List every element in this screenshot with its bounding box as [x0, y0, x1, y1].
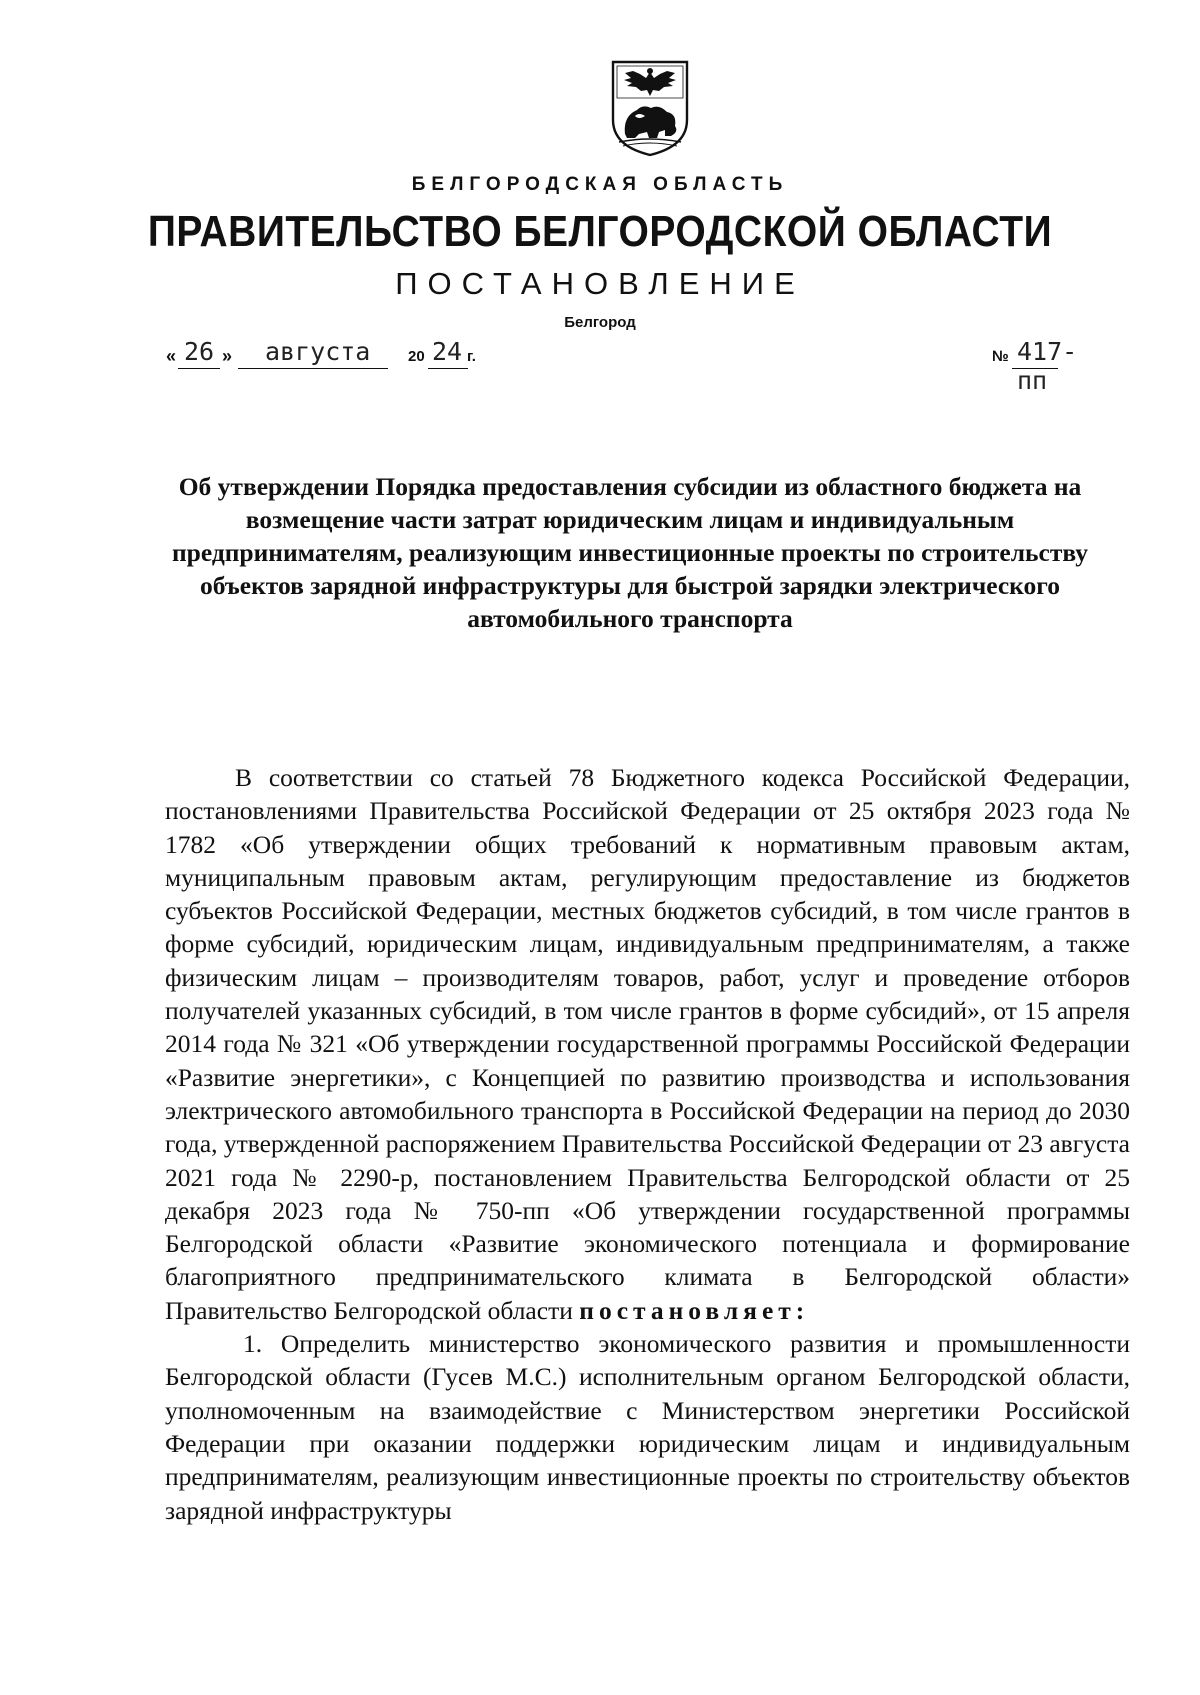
- year-underline: [428, 368, 468, 369]
- day-underline: [178, 368, 220, 369]
- preamble-text: В соответствии со статьей 78 Бюджетного кодекса Российской Федерации, постановлениями Правительства Российской Федерации от 25 октября 2023 года № 1782 «Об утверждении общих требований к нормативным правовым актам, муниципальным правовым актам, регулирующим предоставление из бюджетов субъектов Российской Федерации, местных бюджетов субсидий, в том числе грантов в форме субсидий, юридическим лицам, индивидуальным предпринимателям, а также физическим лицам – производителям товаров, работ, услуг и проведение отборов получателей указанных субсидий, в том числе грантов в форме субсидий», от 15 апреля 2014 года № 321 «Об утверждении государственной программы Российской Федерации «Развитие энергетики», с Концепцией по развитию производства и использования электрического автомобильного транспорта в Российской Федерации на период до 2030 года, утвержденной распоряжением Правительства Российской Федерации от 23 августа 2021 года № 2290-р, постановлением Правительства Белгородской области от 25 декабря 2023 года № 750-пп «Об утверждении государственной программы Белгородской области «Развитие экономического потенциала и формирование благоприятного предпринимательского климата в Белгородской области» Правительство Белгородской области: [165, 763, 1130, 1325]
- document-title: Об утверждении Порядка предоставления субсидии из областного бюджета на возмещение части затрат юридическим лицам и индивидуальным предпринимателям, реализующим инвестиционные проекты по строительству объектов зарядной инфраструктуры для быстрой зарядки электрического автомобильного транспорта: [171, 472, 1089, 633]
- coat-of-arms-emblem: [609, 58, 691, 158]
- document-number: 417-пп: [1017, 337, 1078, 395]
- date-year-label: г.: [467, 348, 476, 365]
- city-name: Белгород: [564, 314, 636, 331]
- date-open-quote: «: [166, 346, 177, 366]
- document-body: [165, 761, 1130, 1527]
- government-name: ПРАВИТЕЛЬСТВО БЕЛГОРОДСКОЙ ОБЛАСТИ: [147, 208, 1053, 257]
- date-year-prefix: 20: [408, 348, 425, 365]
- number-label: №: [992, 348, 1009, 365]
- resolves-word: постановляет:: [579, 1295, 810, 1325]
- document-type: ПОСТАНОВЛЕНИЕ: [395, 266, 805, 301]
- preamble-paragraph: [165, 761, 1130, 1327]
- date-year-suffix: 24: [432, 337, 463, 366]
- region-name: БЕЛГОРОДСКАЯ ОБЛАСТЬ: [411, 174, 789, 195]
- date-day: 26: [184, 337, 215, 366]
- item-1-paragraph: 1. Определить министерство экономического развития и промышленности Белгородской области (Гусев М.С.) исполнительным органом Белгородской области, уполномоченным на взаимодействие с Министерством энергетики Российской Федерации при оказании поддержки юридическим лицам и индивидуальным предпринимателям, реализующим инвестиционные проекты по строительству объектов зарядной инфраструктуры: [165, 1329, 1130, 1525]
- date-and-number-line: [166, 334, 1078, 395]
- date-month: августа: [265, 337, 371, 366]
- month-underline: [238, 368, 388, 369]
- date-close-quote: »: [222, 346, 233, 366]
